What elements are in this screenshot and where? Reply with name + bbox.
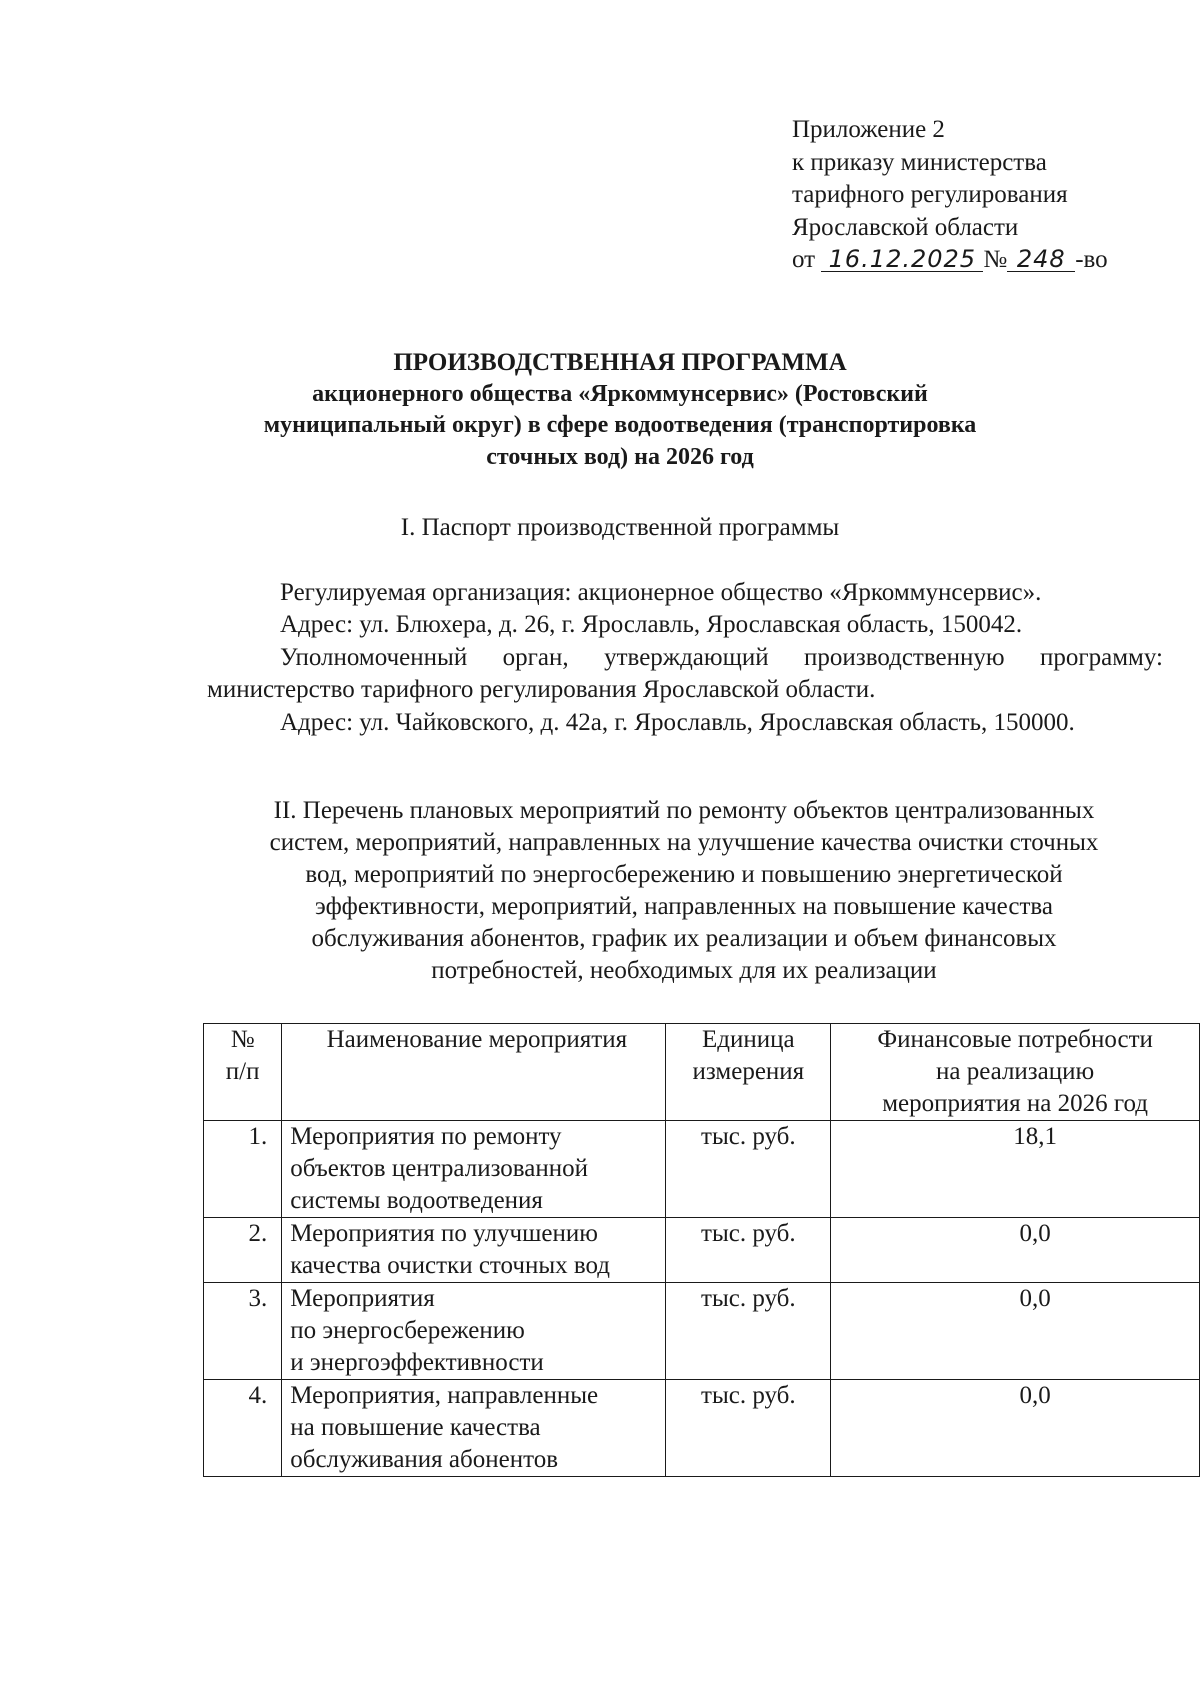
events-table (203, 1023, 1200, 1477)
table-header-row (204, 1024, 1200, 1121)
header-text: на реализацию (936, 1058, 1095, 1085)
row-value: 0,0 (831, 1218, 1200, 1283)
order-reference (792, 244, 1108, 277)
row-name-line: Мероприятия, направленные (290, 1382, 599, 1409)
section-2-line: эффективности, мероприятий, направленных на повышение качества (315, 893, 1053, 920)
section-2-line: II. Перечень плановых мероприятий по ремонту объектов централизованных (273, 797, 1095, 824)
table-row (204, 1283, 1200, 1380)
row-unit: тыс. руб. (666, 1283, 831, 1380)
title-line: сточных вод) на 2026 год (486, 443, 754, 470)
header-name (282, 1024, 666, 1121)
header-unit (666, 1024, 831, 1121)
row-number: 1. (204, 1121, 282, 1218)
row-name-line: и энергоэффективности (290, 1349, 544, 1376)
row-unit: тыс. руб. (666, 1218, 831, 1283)
order-suffix: -во (1075, 246, 1108, 273)
row-name-line: Мероприятия по ремонту (290, 1123, 562, 1150)
organization-address: Адрес: ул. Блюхера, д. 26, г. Ярославль, Ярославская область, 150042. (280, 611, 1023, 639)
appendix-line: тарифного регулирования (792, 181, 1068, 208)
authorized-body: Уполномоченный орган, утверждающий производственную программу: министерство тарифного регулирования Ярославской области. (207, 643, 1163, 704)
order-prefix: от (792, 246, 816, 273)
section-2-line: вод, мероприятий по энергосбережению и повышению энергетической (305, 861, 1063, 888)
passport-block (207, 577, 1163, 739)
row-name-line: Мероприятия по улучшению (290, 1220, 598, 1247)
row-value: 0,0 (831, 1380, 1200, 1477)
appendix-line: к приказу министерства (792, 148, 1047, 176)
regulated-organization: Регулируемая организация: акционерное общество «Яркоммунсервис». (280, 579, 1042, 606)
row-value: 0,0 (831, 1283, 1200, 1380)
header-text: Единица (702, 1026, 795, 1053)
authorized-body-address: Адрес: ул. Чайковского, д. 42а, г. Ярославль, Ярославская область, 150000. (280, 708, 1075, 736)
header-text: п/п (225, 1058, 260, 1085)
row-unit: тыс. руб. (666, 1121, 831, 1218)
row-name (282, 1380, 666, 1477)
appendix-line: Приложение 2 (792, 116, 945, 143)
row-unit: тыс. руб. (666, 1380, 831, 1477)
header-text: Наименование мероприятия (326, 1026, 628, 1053)
appendix-line: Ярославской области (792, 213, 1019, 241)
header-text: Финансовые потребности (877, 1026, 1153, 1053)
document-title (180, 347, 1060, 473)
row-name-line: на повышение качества (290, 1414, 541, 1441)
table-row (204, 1380, 1200, 1477)
row-name-line: качества очистки сточных вод (290, 1252, 611, 1279)
title-line: ПРОИЗВОДСТВЕННАЯ ПРОГРАММА (393, 349, 847, 376)
appendix-block (792, 114, 1108, 277)
row-value: 18,1 (831, 1121, 1200, 1218)
table-row (204, 1218, 1200, 1283)
row-name-line: системы водоотведения (290, 1187, 543, 1214)
section-2-line: систем, мероприятий, направленных на улучшение качества очистки сточных (269, 829, 1099, 856)
table-row (204, 1121, 1200, 1218)
order-number-sign: № (983, 246, 1008, 273)
header-text: мероприятия на 2026 год (882, 1090, 1149, 1117)
row-name (282, 1121, 666, 1218)
row-number: 2. (204, 1218, 282, 1283)
title-line: муниципальный округ) в сфере водоотведения (транспортировка (263, 412, 977, 438)
section-1-heading: I. Паспорт производственной программы (400, 514, 840, 541)
row-number: 3. (204, 1283, 282, 1380)
order-number-handwritten: 248 (1007, 247, 1075, 272)
title-line: акционерного общества «Яркоммунсервис» (Ростовский (312, 380, 928, 407)
row-name (282, 1283, 666, 1380)
row-name-line: Мероприятия (290, 1285, 435, 1312)
section-2-line: потребностей, необходимых для их реализации (431, 957, 937, 984)
row-name-line: объектов централизованной (290, 1155, 589, 1182)
section-2-heading (200, 795, 1168, 987)
header-financial-needs (831, 1024, 1200, 1121)
row-name (282, 1218, 666, 1283)
header-text: измерения (692, 1058, 805, 1085)
section-2-line: обслуживания абонентов, график их реализации и объем финансовых (311, 925, 1057, 952)
header-text: № (230, 1026, 255, 1053)
row-number: 4. (204, 1380, 282, 1477)
row-name-line: по энергосбережению (290, 1317, 525, 1344)
order-date-handwritten: 16.12.2025 (821, 247, 983, 272)
row-name-line: обслуживания абонентов (290, 1446, 558, 1473)
header-number (204, 1024, 282, 1121)
